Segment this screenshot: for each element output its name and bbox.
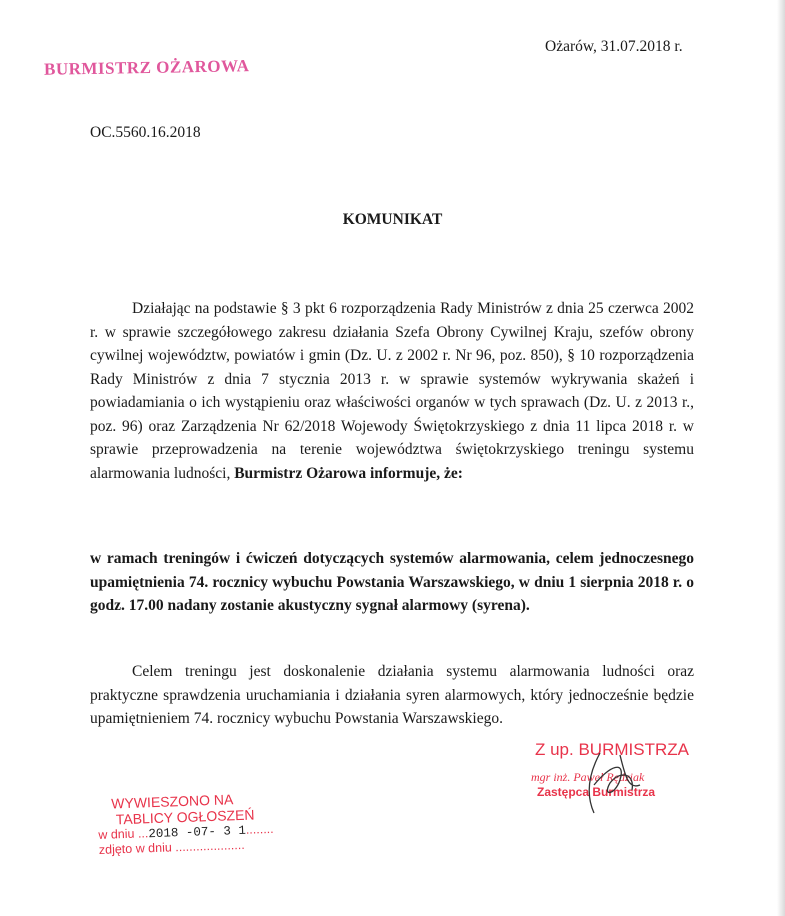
document-title: KOMUNIKAT — [342, 211, 443, 228]
paragraph-purpose-text: Celem treningu jest doskonalenie działania systemu alarmowania ludności oraz praktyczne sprawdzenia uruchamiania i działania syren alarmowych, który jednocześnie będzie upamiętnieniem 74. rocznicy wybuchu Powstania Warszawskiego. — [90, 663, 694, 727]
reference-number: OC.5560.16.2018 — [90, 124, 201, 141]
document-date: Ożarów, 31.07.2018 r. — [545, 38, 683, 55]
handwritten-signature — [580, 745, 660, 820]
posted-date-value: 2018 -07- 3 1 — [148, 823, 247, 842]
signatory-role: Zastępca Burmistrza — [537, 785, 656, 799]
paragraph-purpose — [90, 660, 694, 731]
posting-stamp-removed-date: zdjęto w dniu .................... — [98, 837, 245, 857]
mayor-header-stamp: BURMISTRZ OŻAROWA — [43, 56, 250, 79]
signatory-name: mgr inż. Paweł Rędziak — [531, 770, 645, 784]
posting-stamp-line2: TABLICY OGŁOSZEŃ — [115, 806, 255, 828]
scan-edge-shadow — [777, 0, 785, 916]
posting-stamp-line1: WYWIESZONO NA — [110, 791, 234, 812]
posted-date-dots: ........ — [245, 821, 274, 837]
paragraph-announcement: w ramach treningów i ćwiczeń dotyczących systemów alarmowania, celem jednoczesnego upamiętnienia 74. rocznicy wybuchu Powstania Warszawskiego, w dniu 1 sierpnia 2018 r. o godz. 17.00 nadany zostanie akustyczny sygnał alarmowy (syrena). — [90, 550, 694, 614]
paragraph-legal-basis — [90, 297, 694, 485]
paragraph-legal-basis-text: Działając na podstawie § 3 pkt 6 rozporządzenia Rady Ministrów z dnia 25 czerwca 2002 r. w sprawie szczegółowego zakresu działania Szefa Obrony Cywilnej Kraju, szefów obrony cywilnej województw, powiatów i gmin (Dz. U. z 2002 r. Nr 96, poz. 850), § 10 rozporządzenia Rady Ministrów z dnia 7 stycznia 2013 r. w sprawie systemów wykrywania skażeń i powiadamiania o ich wystąpieniu oraz właściwości organów w tych sprawach (Dz. U. z 2013 r., poz. 96) oraz Zarządzenia Nr 62/2018 Wojewody Świętokrzyskiego z dnia 11 lipca 2018 r. w sprawie przeprowadzenia na terenie województwa świętokrzyskiego treningu systemu alarmowania ludności, — [90, 300, 694, 482]
announcement-lead: Burmistrz Ożarowa informuje, że: — [234, 464, 463, 482]
signature-authority: Z up. BURMISTRZA — [535, 740, 689, 759]
posted-date-label: w dniu ... — [98, 826, 149, 842]
posting-stamp — [91, 790, 274, 857]
